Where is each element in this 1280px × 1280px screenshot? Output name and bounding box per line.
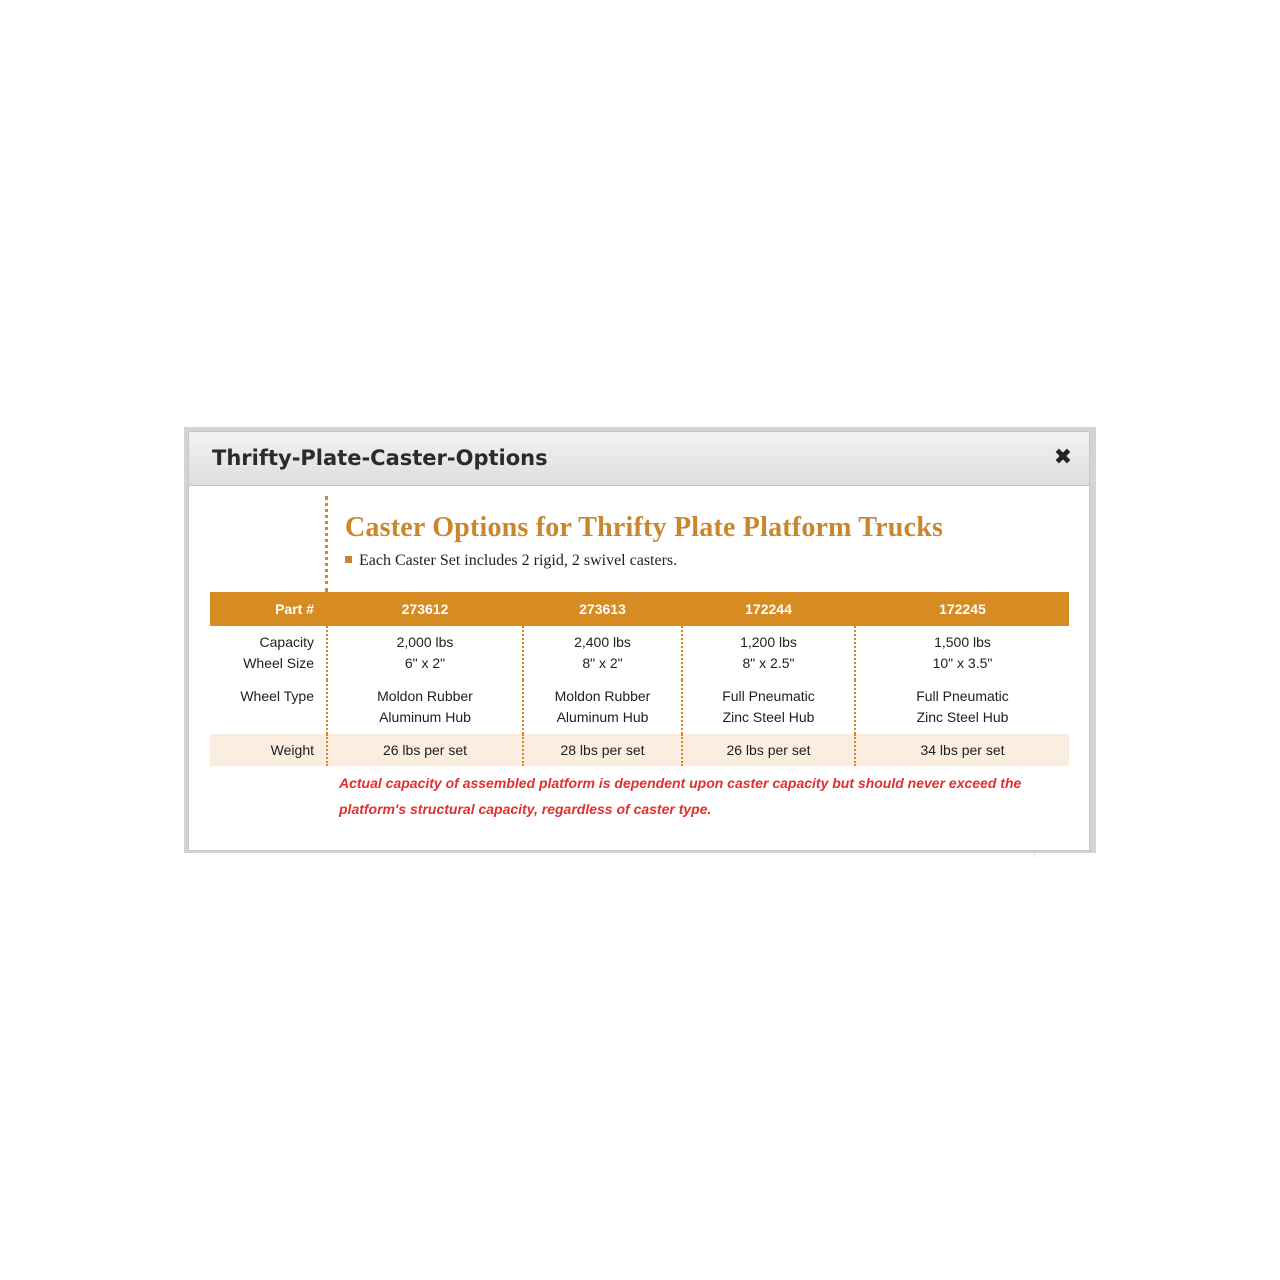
weight-value: 26 lbs per set [682, 734, 855, 766]
table-cell [855, 626, 1069, 680]
capacity-disclaimer: Actual capacity of assembled platform is dependent upon caster capacity but should never exceed the platform's structural capacity, regardless of caster type. [339, 775, 1022, 817]
caster-subline [345, 552, 677, 570]
wheel-size-value: 8" x 2" [582, 655, 623, 671]
capacity-label: Capacity [259, 634, 314, 650]
capacity-value: 2,000 lbs [396, 634, 454, 650]
caster-subline-text: Each Caster Set includes 2 rigid, 2 swivel casters. [359, 552, 678, 569]
hub-type-value: Zinc Steel Hub [722, 709, 815, 725]
table-cell [327, 680, 523, 734]
caster-options-image [189, 486, 1089, 850]
table-cell [855, 680, 1069, 734]
wheel-size-value: 6" x 2" [404, 655, 446, 671]
caster-spec-table [210, 592, 1069, 766]
spacer [210, 707, 314, 728]
row-header-weight: Weight [270, 742, 314, 758]
wheel-type-value: Moldon Rubber [554, 688, 651, 704]
table-cell [523, 680, 682, 734]
caster-headline: Caster Options for Thrifty Plate Platform Trucks [345, 512, 944, 543]
table-cell [327, 626, 523, 680]
bullet-square-icon [345, 556, 352, 563]
close-icon[interactable]: ✖ [1053, 445, 1073, 470]
weight-value: 28 lbs per set [523, 734, 682, 766]
wheel-size-value: 10" x 3.5" [932, 655, 993, 671]
modal-header [189, 432, 1089, 486]
table-row [210, 626, 1069, 680]
part-number: 172245 [855, 592, 1069, 626]
modal-title: Thrifty-Plate-Caster-Options [212, 446, 548, 470]
table-cell [523, 626, 682, 680]
dotted-divider [325, 496, 328, 592]
wheel-size-label: Wheel Size [243, 655, 314, 671]
wheel-type-label: Wheel Type [240, 688, 314, 704]
wheel-type-value: Moldon Rubber [377, 688, 473, 704]
table-header-row [210, 592, 1069, 626]
table-cell [682, 626, 855, 680]
capacity-value: 1,200 lbs [740, 634, 797, 650]
image-modal [188, 431, 1090, 851]
weight-value: 34 lbs per set [855, 734, 1069, 766]
wheel-size-value: 8" x 2.5" [742, 655, 795, 671]
hub-type-value: Zinc Steel Hub [916, 709, 1009, 725]
part-number: 273613 [523, 592, 682, 626]
row-header-capacity [210, 626, 327, 680]
capacity-value: 1,500 lbs [934, 634, 991, 650]
row-header-part: Part # [275, 601, 314, 617]
table-row [210, 680, 1069, 734]
wheel-type-value: Full Pneumatic [916, 688, 1009, 704]
table-row [210, 734, 1069, 766]
wheel-type-value: Full Pneumatic [722, 688, 815, 704]
part-number: 172244 [682, 592, 855, 626]
capacity-value: 2,400 lbs [574, 634, 631, 650]
part-number: 273612 [327, 592, 523, 626]
hub-type-value: Aluminum Hub [556, 709, 649, 725]
weight-value: 26 lbs per set [327, 734, 523, 766]
table-cell [682, 680, 855, 734]
row-header-wheel-type [210, 680, 327, 734]
hub-type-value: Aluminum Hub [379, 709, 471, 725]
